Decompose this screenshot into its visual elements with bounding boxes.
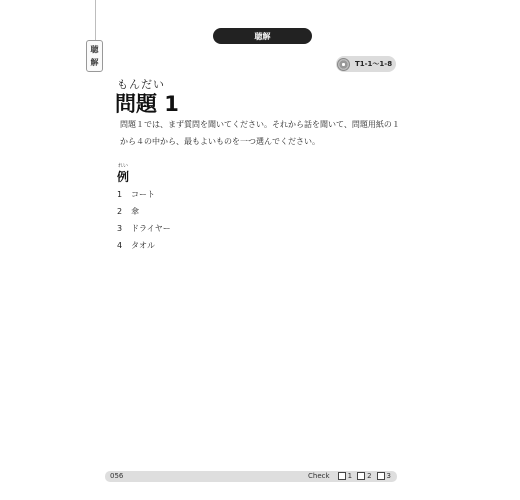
option-text: 傘 xyxy=(131,207,139,216)
check-number: 2 xyxy=(367,472,372,480)
check-number: 1 xyxy=(347,472,353,480)
option-item xyxy=(117,203,171,220)
section-title: 聴解 xyxy=(254,31,271,41)
check-boxes xyxy=(308,472,391,480)
option-number: 2 xyxy=(117,207,123,216)
track-label: T1-1〜1-8 xyxy=(355,60,393,68)
check-label: Check xyxy=(308,472,330,480)
footer-bar xyxy=(105,471,397,482)
option-number: 1 xyxy=(117,190,123,199)
check-box-3[interactable] xyxy=(377,472,385,480)
section-header xyxy=(213,28,312,44)
option-item xyxy=(117,220,171,237)
track-badge xyxy=(336,56,396,72)
option-text: ドライヤー xyxy=(131,224,171,233)
side-tab-char: 解 xyxy=(90,58,99,67)
cd-icon xyxy=(337,58,350,71)
option-text: コート xyxy=(131,190,155,199)
instructions-text: 問題１では、まず質問を聞いてください。それから話を聞いて、問題用紙の１から４の中から、最もよいものを一つ選んでください。 xyxy=(120,120,400,146)
check-box-1[interactable] xyxy=(338,472,346,480)
option-text: タオル xyxy=(131,241,155,250)
answer-options xyxy=(117,186,171,254)
example-heading xyxy=(117,162,129,185)
page-title: 問題 1 xyxy=(115,92,179,116)
option-number: 4 xyxy=(117,241,123,250)
page-number: 056 xyxy=(110,472,124,480)
option-item xyxy=(117,237,171,254)
side-tab-char: 聴 xyxy=(90,45,99,54)
check-box-2[interactable] xyxy=(357,472,365,480)
option-number: 3 xyxy=(117,224,123,233)
title-ruby: もんだい xyxy=(117,78,165,91)
example-ruby: れい xyxy=(118,163,129,169)
check-number: 3 xyxy=(386,472,391,480)
side-tab-listening xyxy=(86,40,103,72)
example-label: 例 xyxy=(117,170,130,184)
option-item xyxy=(117,186,171,203)
